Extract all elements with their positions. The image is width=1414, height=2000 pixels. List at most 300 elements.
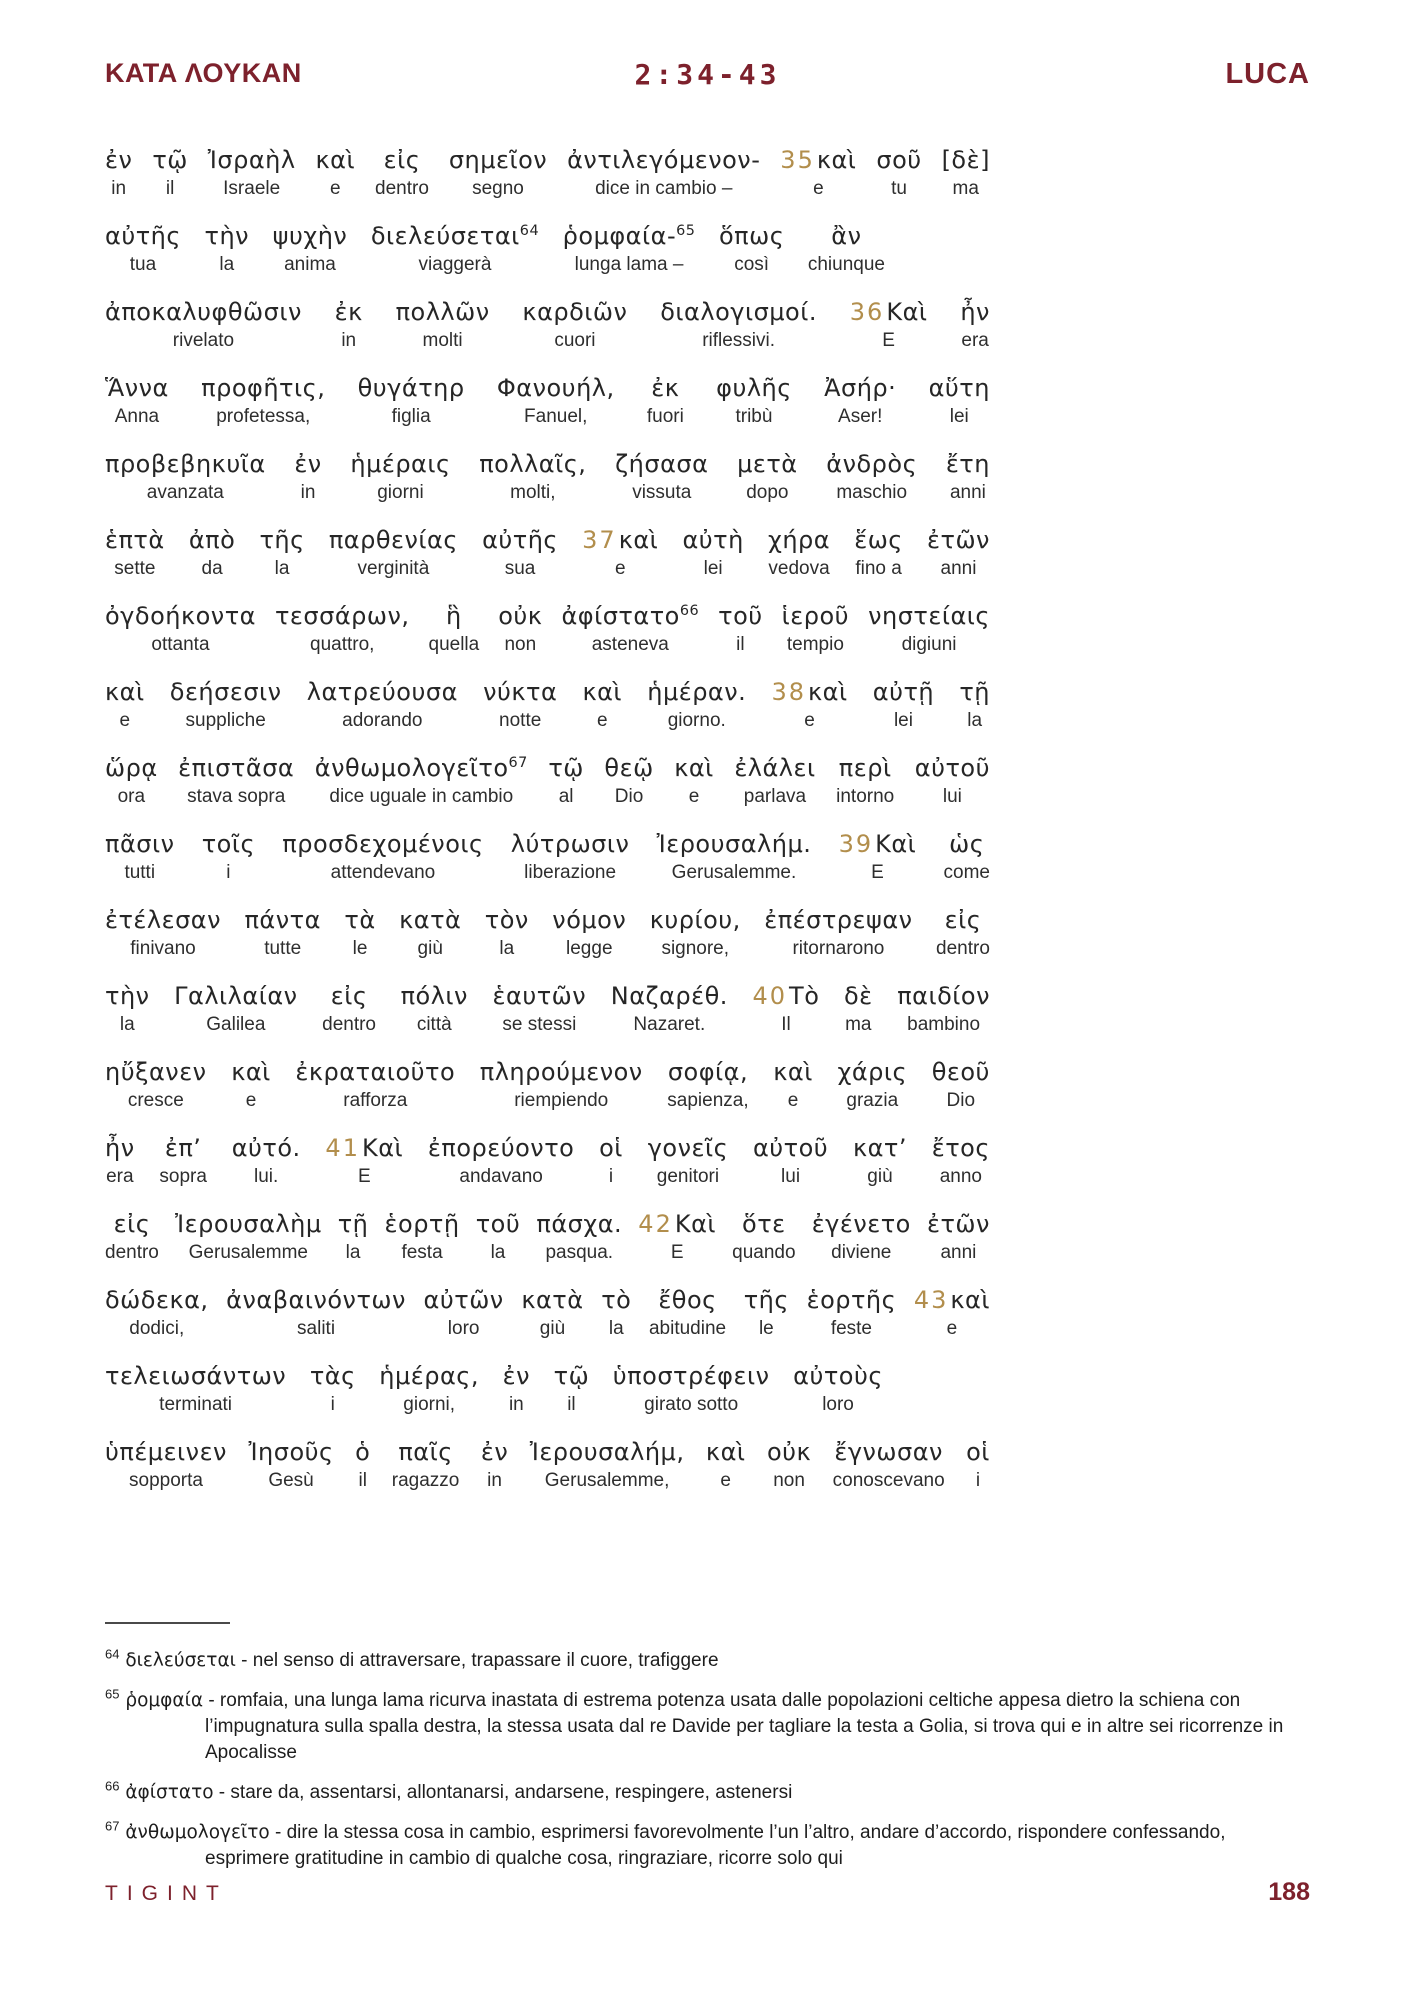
greek-word: Ἰερουσαλὴμ <box>175 1210 322 1238</box>
word-pair <box>105 524 165 581</box>
word-pair <box>428 1132 574 1189</box>
greek-word: τῆς <box>743 1286 789 1314</box>
italian-gloss: lui <box>942 786 962 807</box>
word-pair <box>329 524 458 581</box>
italian-gloss: Aser! <box>838 406 883 427</box>
greek-word: ὁ <box>355 1438 371 1466</box>
greek-word: Ἀσήρ· <box>824 374 897 402</box>
word-pair <box>599 1132 623 1189</box>
interlinear-line <box>105 448 990 505</box>
word-pair <box>737 448 798 505</box>
italian-gloss: e <box>813 178 824 199</box>
word-pair <box>503 1360 530 1417</box>
word-pair <box>476 1208 521 1265</box>
italian-gloss: festa <box>401 1242 443 1263</box>
footnote-greek-term: διελεύσεται <box>119 1650 236 1671</box>
italian-gloss: tribù <box>735 406 773 427</box>
greek-word: 37καὶ <box>582 526 659 554</box>
word-pair <box>914 1284 990 1341</box>
italian-gloss: bambino <box>907 1014 981 1035</box>
italian-gloss: i <box>608 1166 614 1187</box>
interlinear-line <box>105 1132 990 1189</box>
italian-gloss: dopo <box>746 482 789 503</box>
greek-word: 38καὶ <box>771 678 848 706</box>
italian-gloss: terminati <box>159 1394 233 1415</box>
word-pair <box>839 828 917 885</box>
word-pair <box>613 1360 770 1417</box>
greek-word: οἱ <box>966 1438 990 1466</box>
verse-number: 38 <box>771 678 806 706</box>
greek-word: προφῆτις, <box>201 374 326 402</box>
greek-word: σοῦ <box>876 146 922 174</box>
word-pair <box>767 1436 811 1493</box>
italian-gloss: e <box>330 178 341 199</box>
italian-gloss: anno <box>939 1166 982 1187</box>
greek-word: 43καὶ <box>913 1286 990 1314</box>
greek-word: πολλαῖς, <box>479 450 587 478</box>
greek-word: 35καὶ <box>780 146 857 174</box>
greek-word: Φανουήλ, <box>496 374 615 402</box>
greek-word: Ἰερουσαλήμ, <box>529 1438 685 1466</box>
italian-gloss: attendevano <box>330 862 436 883</box>
greek-word: Γαλιλαίαν <box>174 982 298 1010</box>
word-pair <box>833 1436 945 1493</box>
word-pair <box>105 220 181 277</box>
greek-word: ἀντιλεγόμενον- <box>567 146 761 174</box>
greek-word: ἦν <box>105 1134 135 1162</box>
word-pair <box>807 1284 897 1341</box>
word-pair <box>105 1056 207 1113</box>
word-pair <box>561 600 699 657</box>
italian-gloss: Nazaret. <box>633 1014 706 1035</box>
word-pair <box>275 600 410 657</box>
greek-word: ηὔξανεν <box>105 1058 207 1086</box>
italian-gloss: le <box>352 938 368 959</box>
italian-gloss: asteneva <box>591 634 669 655</box>
interlinear-line <box>105 524 990 581</box>
word-pair <box>429 600 480 657</box>
interlinear-line <box>105 1436 990 1493</box>
italian-gloss: dentro <box>936 938 990 959</box>
word-pair <box>732 1208 795 1265</box>
word-pair <box>105 752 158 809</box>
italian-gloss: in <box>508 1394 524 1415</box>
greek-word: χάρις <box>837 1058 908 1086</box>
word-pair <box>897 980 990 1037</box>
footnote-number: 65 <box>105 1686 120 1702</box>
greek-word: αὐτῆς <box>482 526 559 554</box>
word-pair <box>773 1056 813 1113</box>
greek-word: ψυχὴν <box>272 222 348 250</box>
interlinear-line <box>105 600 990 657</box>
greek-word: νηστείαις <box>868 602 990 630</box>
greek-word: γονεῖς <box>647 1134 729 1162</box>
italian-gloss: non <box>504 634 537 655</box>
greek-word: αὐτῆς <box>105 222 181 250</box>
italian-gloss: loro <box>447 1318 480 1339</box>
word-pair <box>915 752 990 809</box>
italian-gloss: le <box>758 1318 774 1339</box>
word-pair <box>105 676 145 733</box>
word-pair <box>401 980 468 1037</box>
page-header <box>105 58 1310 98</box>
greek-word: κατὰ <box>399 906 462 934</box>
italian-gloss: dice in cambio – <box>595 178 733 199</box>
italian-gloss: i <box>975 1470 981 1491</box>
word-pair <box>396 296 490 353</box>
word-pair <box>399 904 461 961</box>
greek-word: ἀφίστατο$^{66}$ <box>561 602 700 630</box>
word-pair <box>105 1360 286 1417</box>
italian-gloss: dentro <box>105 1242 159 1263</box>
italian-gloss: lei <box>949 406 969 427</box>
greek-word: ἐν <box>502 1362 531 1390</box>
word-pair <box>826 448 917 505</box>
word-pair <box>936 904 990 961</box>
italian-gloss: e <box>688 786 700 807</box>
footnote-divider <box>105 1622 230 1624</box>
greek-word: τῷ <box>548 754 584 782</box>
italian-gloss: segno <box>472 178 524 199</box>
word-pair <box>793 1360 883 1417</box>
italian-gloss: lei <box>703 558 723 579</box>
greek-word: ἐλάλει <box>734 754 816 782</box>
word-pair <box>844 980 873 1037</box>
footnotes <box>105 1648 1310 1872</box>
italian-gloss: il <box>358 1470 367 1491</box>
greek-word: παῖς <box>398 1438 453 1466</box>
greek-word: ἀνδρὸς <box>826 450 918 478</box>
word-pair <box>201 372 325 429</box>
italian-gloss: sua <box>504 558 536 579</box>
italian-gloss: la <box>119 1014 135 1035</box>
italian-gloss: ora <box>117 786 146 807</box>
italian-gloss: quella <box>428 634 480 655</box>
word-pair <box>424 1284 504 1341</box>
italian-gloss: genitori <box>656 1166 720 1187</box>
italian-gloss: la <box>490 1242 506 1263</box>
word-pair <box>479 448 586 505</box>
greek-word: ἐν <box>294 450 322 478</box>
word-pair <box>929 372 990 429</box>
word-pair <box>944 828 990 885</box>
word-pair <box>604 752 653 809</box>
italian-gloss: parlava <box>743 786 807 807</box>
greek-word: καὶ <box>674 754 714 782</box>
italian-gloss: maschio <box>836 482 908 503</box>
greek-word: ἔθος <box>658 1286 717 1314</box>
footnote-ref: 64 <box>519 223 540 239</box>
italian-gloss: intorno <box>836 786 895 807</box>
word-pair <box>392 1436 460 1493</box>
greek-word: ἐκραταιοῦτο <box>295 1058 456 1086</box>
word-pair <box>734 752 815 809</box>
word-pair <box>375 144 429 201</box>
italian-gloss: da <box>201 558 223 579</box>
word-pair <box>648 1132 728 1189</box>
greek-word: τὴν <box>204 222 250 250</box>
word-pair <box>657 828 812 885</box>
word-pair <box>310 1360 356 1417</box>
greek-word: αὕτη <box>928 374 990 402</box>
italian-gloss: pasqua. <box>545 1242 614 1263</box>
interlinear-line <box>105 1284 990 1341</box>
italian-gloss: ottanta <box>151 634 210 655</box>
italian-gloss: la <box>499 938 515 959</box>
greek-word: ἀποκαλυφθῶσιν <box>105 298 302 326</box>
word-pair <box>536 1208 622 1265</box>
word-pair <box>650 904 741 961</box>
italian-gloss: i <box>226 862 231 883</box>
greek-word: αὐτῇ <box>872 678 935 706</box>
footnote-number: 67 <box>105 1818 120 1834</box>
greek-word: καρδιῶν <box>522 298 628 326</box>
greek-word: θεῷ <box>604 754 654 782</box>
italian-gloss: in <box>487 1470 502 1491</box>
italian-gloss: quando <box>732 1242 796 1263</box>
greek-word: ἐτῶν <box>926 1210 990 1238</box>
greek-word: σημεῖον <box>448 146 548 174</box>
greek-word: ἀνθωμολογεῖτο$^{67}$ <box>314 754 528 782</box>
italian-gloss: e <box>596 710 608 731</box>
word-pair <box>744 1284 789 1341</box>
word-pair <box>105 980 150 1037</box>
word-pair <box>497 372 615 429</box>
header-center-reference: 2:34-43 <box>634 58 781 91</box>
word-pair <box>582 676 622 733</box>
word-pair <box>548 752 584 809</box>
word-pair <box>358 372 465 429</box>
greek-word: κυρίου, <box>649 906 741 934</box>
word-pair <box>824 372 896 429</box>
greek-word: νόμον <box>552 906 627 934</box>
italian-gloss: ma <box>845 1014 872 1035</box>
word-pair <box>850 296 928 353</box>
word-pair <box>152 144 188 201</box>
greek-word: ὥρᾳ <box>105 754 158 782</box>
greek-word: αὐτοῦ <box>914 754 990 782</box>
footnote: $^{64}$ διελεύσεται - nel senso di attraversare, trapassare il cuore, trafiggere <box>105 1646 719 1671</box>
word-pair <box>307 676 458 733</box>
greek-word: τὸν <box>484 906 529 934</box>
verse-number: 37 <box>582 526 617 554</box>
footnote: $^{65}$ ῥομφαία - romfaia, una lunga lama ricurva inastata di estrema potenza usata dalle popolazioni celtiche appesa dietro la schiena con l’impugnatura sulla spalla destra, la stessa usata dal re Davide per tagliare la testa a Golia, si trova qui e in altre sei ricorrenze in Apocalisse <box>105 1686 1284 1763</box>
italian-gloss: tutte <box>264 938 302 959</box>
word-pair <box>105 1436 227 1493</box>
italian-gloss: anni <box>940 558 977 579</box>
italian-gloss: sopra <box>159 1166 207 1187</box>
greek-word: πάσχα. <box>536 1210 623 1238</box>
greek-word: ῥομφαία-$^{65}$ <box>562 222 696 250</box>
italian-gloss: giù <box>417 938 443 959</box>
greek-word: πληρούμενον <box>479 1058 643 1086</box>
italian-gloss: Israele <box>223 178 281 199</box>
italian-gloss: i <box>330 1394 335 1415</box>
greek-word: διαλογισμοί. <box>660 298 817 326</box>
word-pair <box>959 676 990 733</box>
word-pair <box>563 220 696 277</box>
greek-word: 36Καὶ <box>849 298 928 326</box>
italian-gloss: la <box>219 254 235 275</box>
greek-word: τοῦ <box>475 1210 521 1238</box>
greek-word: πόλιν <box>400 982 468 1010</box>
greek-word: τῇ <box>959 678 990 706</box>
italian-gloss: la <box>274 558 290 579</box>
word-pair <box>552 904 626 961</box>
italian-gloss: in <box>341 330 357 351</box>
italian-gloss: e <box>245 1090 257 1111</box>
word-pair <box>638 1208 716 1265</box>
italian-gloss: suppliche <box>185 710 266 731</box>
word-pair <box>105 296 302 353</box>
word-pair <box>335 296 363 353</box>
greek-word: εἰς <box>383 146 421 174</box>
italian-gloss: riempiendo <box>514 1090 609 1111</box>
italian-gloss: Dio <box>614 786 644 807</box>
greek-word: λατρεύουσα <box>306 678 458 706</box>
verse-number: 42 <box>638 1210 673 1238</box>
italian-gloss: loro <box>822 1394 854 1415</box>
italian-gloss: cresce <box>127 1090 184 1111</box>
italian-gloss: il <box>736 634 745 655</box>
italian-gloss: e <box>804 710 815 731</box>
italian-gloss: conoscevano <box>832 1470 945 1491</box>
greek-word: Ἰσραὴλ <box>207 146 296 174</box>
italian-gloss: giù <box>867 1166 893 1187</box>
word-pair <box>932 1056 990 1113</box>
word-pair <box>782 600 849 657</box>
greek-word: καὶ <box>773 1058 813 1086</box>
italian-gloss: e <box>946 1318 958 1339</box>
word-pair <box>780 144 856 201</box>
word-pair <box>554 1360 590 1417</box>
word-pair <box>611 980 728 1037</box>
italian-gloss: anni <box>940 1242 977 1263</box>
italian-gloss: anima <box>284 254 336 275</box>
italian-gloss: E <box>871 862 884 883</box>
greek-word: ἐν <box>480 1438 509 1466</box>
footnote-greek-term: ἀφίστατο <box>119 1782 214 1803</box>
italian-gloss: e <box>614 558 626 579</box>
word-pair <box>522 296 627 353</box>
greek-word: τὴν <box>105 982 150 1010</box>
italian-gloss: vissuta <box>632 482 692 503</box>
page-number: 188 <box>1268 1878 1310 1906</box>
verse-number: 41 <box>325 1134 360 1162</box>
interlinear-line <box>105 752 990 809</box>
greek-word: φυλῆς <box>716 374 792 402</box>
word-pair <box>316 144 356 201</box>
italian-gloss: fino a <box>855 558 902 579</box>
interlinear-line <box>105 980 990 1037</box>
footnote-ref: 66 <box>679 603 700 619</box>
greek-word: ἐν <box>105 146 133 174</box>
italian-gloss: ragazzo <box>391 1470 460 1491</box>
greek-word: ἔτος <box>931 1134 990 1162</box>
greek-word: Ἰερουσαλήμ. <box>656 830 812 858</box>
greek-word: παρθενίας <box>328 526 458 554</box>
greek-word: οὐκ <box>498 602 543 630</box>
italian-gloss: sette <box>114 558 156 579</box>
italian-gloss: Gerusalemme. <box>671 862 797 883</box>
word-pair <box>808 220 885 277</box>
greek-word: καὶ <box>315 146 356 174</box>
interlinear-line <box>105 1360 883 1417</box>
italian-gloss: lei <box>893 710 913 731</box>
interlinear-text <box>105 144 990 1493</box>
italian-gloss: tutti <box>124 862 156 883</box>
italian-gloss: abitudine <box>648 1318 727 1339</box>
word-pair <box>927 524 990 581</box>
italian-gloss: giù <box>539 1318 566 1339</box>
greek-word: εἰς <box>330 982 368 1010</box>
italian-gloss: tu <box>891 178 907 199</box>
interlinear-line <box>105 676 990 733</box>
greek-word: ἐγένετο <box>811 1210 911 1238</box>
word-pair <box>718 600 763 657</box>
greek-word: ἕως <box>854 526 903 554</box>
word-pair <box>174 980 297 1037</box>
word-pair <box>105 1284 209 1341</box>
italian-gloss: molti, <box>510 482 556 503</box>
greek-word: ἀναβαινόντων <box>226 1286 406 1314</box>
word-pair <box>105 1132 135 1189</box>
italian-gloss: tempio <box>786 634 844 655</box>
italian-gloss: vedova <box>768 558 830 579</box>
italian-gloss: ritornarono <box>792 938 885 959</box>
word-pair <box>647 676 746 733</box>
italian-gloss: E <box>670 1242 684 1263</box>
greek-word: ἐτέλεσαν <box>105 906 222 934</box>
greek-word: καὶ <box>705 1438 746 1466</box>
greek-word: Ναζαρέθ. <box>610 982 728 1010</box>
italian-gloss: feste <box>830 1318 873 1339</box>
word-pair <box>836 752 894 809</box>
greek-word: κατὰ <box>521 1286 584 1314</box>
greek-word: τῷ <box>553 1362 590 1390</box>
greek-word: τὸ <box>601 1286 632 1314</box>
italian-gloss: grazia <box>846 1090 899 1111</box>
greek-word: Ἰησοῦς <box>248 1438 334 1466</box>
word-pair <box>854 524 903 581</box>
greek-word: ἐπορεύοντο <box>427 1134 575 1162</box>
italian-gloss: ma <box>952 178 979 199</box>
greek-word: [δὲ] <box>941 146 990 174</box>
word-pair <box>248 1436 333 1493</box>
greek-word: ἡμέραν. <box>647 678 747 706</box>
word-pair <box>601 1284 631 1341</box>
footnote-greek-term: ῥομφαία <box>119 1690 204 1711</box>
italian-gloss: adorando <box>342 710 423 731</box>
italian-gloss: sapienza, <box>667 1090 749 1111</box>
word-pair <box>482 524 558 581</box>
greek-word: ἑορτῆς <box>806 1286 897 1314</box>
word-pair <box>175 1208 322 1265</box>
greek-word: ὅτε <box>742 1210 786 1238</box>
italian-gloss: giorni <box>377 482 424 503</box>
word-pair <box>178 752 294 809</box>
word-pair <box>942 144 990 201</box>
italian-gloss: dentro <box>375 178 429 199</box>
word-pair <box>480 1056 643 1113</box>
greek-word: εἰς <box>113 1210 151 1238</box>
greek-word: δὲ <box>843 982 873 1010</box>
word-pair <box>493 980 587 1037</box>
greek-word: 42Καὶ <box>638 1210 717 1238</box>
word-pair <box>244 904 320 961</box>
italian-gloss: girato sotto <box>644 1394 739 1415</box>
word-pair <box>716 372 792 429</box>
